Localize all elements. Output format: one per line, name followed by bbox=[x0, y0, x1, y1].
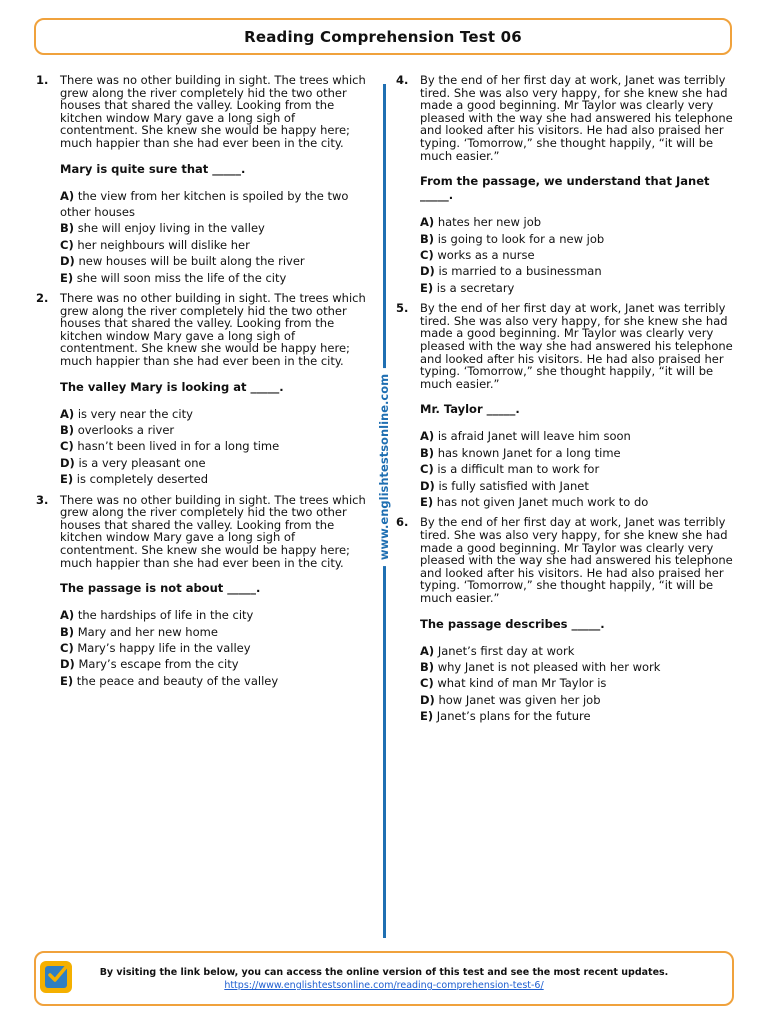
option-a[interactable]: A) the hardships of life in the city bbox=[60, 608, 254, 623]
question-passage: There was no other building in sight. The trees which grew along the river completely hid the two other houses that shared the valley. Looking from the kitchen window Mary gave a long sigh of contentment. She knew she would be happy here; much happier than she had ever been in the city. bbox=[60, 492, 366, 570]
page-title: Reading Comprehension Test 06 bbox=[244, 27, 522, 46]
option-c[interactable]: C) hasn’t been lived in for a long time bbox=[60, 439, 280, 454]
title-box bbox=[34, 18, 732, 55]
option-list bbox=[420, 428, 736, 510]
option-list bbox=[60, 406, 372, 488]
question-passage: There was no other building in sight. The trees which grew along the river completely hid the two other houses that shared the valley. Looking from the kitchen window Mary gave a long sigh of contentment. She knew she would be happy here; much happier than she had ever been in the city. bbox=[60, 73, 366, 150]
option-list bbox=[420, 214, 736, 296]
option-e[interactable]: E) has not given Janet much work to do bbox=[420, 494, 649, 509]
option-a[interactable]: A) Janet’s first day at work bbox=[420, 643, 575, 658]
option-e[interactable]: E) Janet’s plans for the future bbox=[420, 709, 591, 724]
option-b[interactable]: B) overlooks a river bbox=[60, 422, 175, 437]
option-d[interactable]: D) Mary’s escape from the city bbox=[60, 657, 239, 672]
question-6 bbox=[396, 516, 736, 724]
option-b[interactable]: B) Mary and her new home bbox=[60, 624, 218, 639]
question-4 bbox=[396, 74, 736, 296]
option-c[interactable]: C) works as a nurse bbox=[420, 247, 535, 262]
option-d[interactable]: D) is a very pleasant one bbox=[60, 455, 206, 470]
option-b[interactable]: B) is going to look for a new job bbox=[420, 231, 605, 246]
option-a[interactable]: A) is afraid Janet will leave him soon bbox=[420, 429, 631, 444]
option-list bbox=[420, 643, 736, 725]
option-d[interactable]: D) how Janet was given her job bbox=[420, 692, 601, 707]
question-passage: There was no other building in sight. The trees which grew along the river completely hid the two other houses that shared the valley. Looking from the kitchen window Mary gave a long sigh of contentment. She knew she would be happy here; much happier than she had ever been in the city. bbox=[60, 291, 366, 368]
question-number: 1. bbox=[36, 73, 49, 87]
question-prompt: The passage is not about _____. bbox=[60, 581, 261, 596]
footer-box bbox=[34, 951, 734, 1006]
question-prompt: Mary is quite sure that _____. bbox=[60, 161, 246, 176]
question-3 bbox=[36, 494, 372, 690]
question-passage: By the end of her first day at work, Janet was terribly tired. She was also very happy, for she knew she had made a good beginning. Mr Taylor was clearly very pleased with the way she had answered his telephone and looked after his visitors. He had also praised her typing. ‘Tomorrow,” she thought happily, “it will be much easier.” bbox=[420, 73, 733, 163]
option-c[interactable]: C) Mary’s happy life in the valley bbox=[60, 640, 251, 655]
option-d[interactable]: D) is married to a businessman bbox=[420, 264, 602, 279]
question-number: 6. bbox=[396, 515, 409, 530]
option-b[interactable]: B) she will enjoy living in the valley bbox=[60, 221, 265, 236]
option-d[interactable]: D) new houses will be built along the river bbox=[60, 254, 305, 269]
question-2 bbox=[36, 292, 372, 488]
option-c[interactable]: C) her neighbours will dislike her bbox=[60, 237, 250, 252]
online-test-link[interactable]: https://www.englishtestsonline.com/reading-comprehension-test-6/ bbox=[224, 980, 544, 991]
option-e[interactable]: E) she will soon miss the life of the city bbox=[60, 270, 287, 285]
option-e[interactable]: E) the peace and beauty of the valley bbox=[60, 673, 279, 688]
question-number: 5. bbox=[396, 301, 409, 316]
question-prompt: Mr. Taylor _____. bbox=[420, 402, 520, 417]
left-column bbox=[36, 74, 372, 689]
question-prompt: The valley Mary is looking at _____. bbox=[60, 379, 284, 394]
option-a[interactable]: A) is very near the city bbox=[60, 406, 193, 421]
option-a[interactable]: A) the view from her kitchen is spoiled by the two other houses bbox=[60, 188, 349, 219]
question-number: 2. bbox=[36, 291, 49, 305]
question-prompt: From the passage, we understand that Janet _____. bbox=[420, 174, 710, 203]
right-column bbox=[396, 74, 736, 725]
question-1 bbox=[36, 74, 372, 286]
option-e[interactable]: E) is completely deserted bbox=[60, 472, 209, 487]
option-a[interactable]: A) hates her new job bbox=[420, 215, 542, 230]
option-list bbox=[60, 188, 372, 286]
question-passage: By the end of her first day at work, Janet was terribly tired. She was also very happy, for she knew she had made a good beginning. Mr Taylor was clearly very pleased with the way she had answered his telephone and looked after his visitors. He had also praised her typing. ‘Tomorrow,” she thought happily, “it will be much easier.” bbox=[420, 515, 733, 605]
option-d[interactable]: D) is fully satisfied with Janet bbox=[420, 478, 589, 493]
option-b[interactable]: B) has known Janet for a long time bbox=[420, 445, 621, 460]
option-list bbox=[60, 607, 372, 689]
footer-notice: By visiting the link below, you can access the online version of this test and see the most recent updates. bbox=[99, 967, 669, 978]
option-b[interactable]: B) why Janet is not pleased with her work bbox=[420, 659, 661, 674]
site-watermark: www.englishtestsonline.com bbox=[377, 368, 391, 566]
option-c[interactable]: C) is a difficult man to work for bbox=[420, 462, 600, 477]
option-c[interactable]: C) what kind of man Mr Taylor is bbox=[420, 676, 607, 691]
question-number: 3. bbox=[36, 492, 49, 507]
question-passage: By the end of her first day at work, Janet was terribly tired. She was also very happy, for she knew she had made a good beginning. Mr Taylor was clearly very pleased with the way she had answered his telephone and looked after his visitors. He had also praised her typing. ‘Tomorrow,” she thought happily, “it will be much easier.” bbox=[420, 301, 733, 391]
question-5 bbox=[396, 302, 736, 510]
option-e[interactable]: E) is a secretary bbox=[420, 280, 515, 295]
question-prompt: The passage describes _____. bbox=[420, 616, 605, 631]
question-number: 4. bbox=[396, 73, 409, 87]
